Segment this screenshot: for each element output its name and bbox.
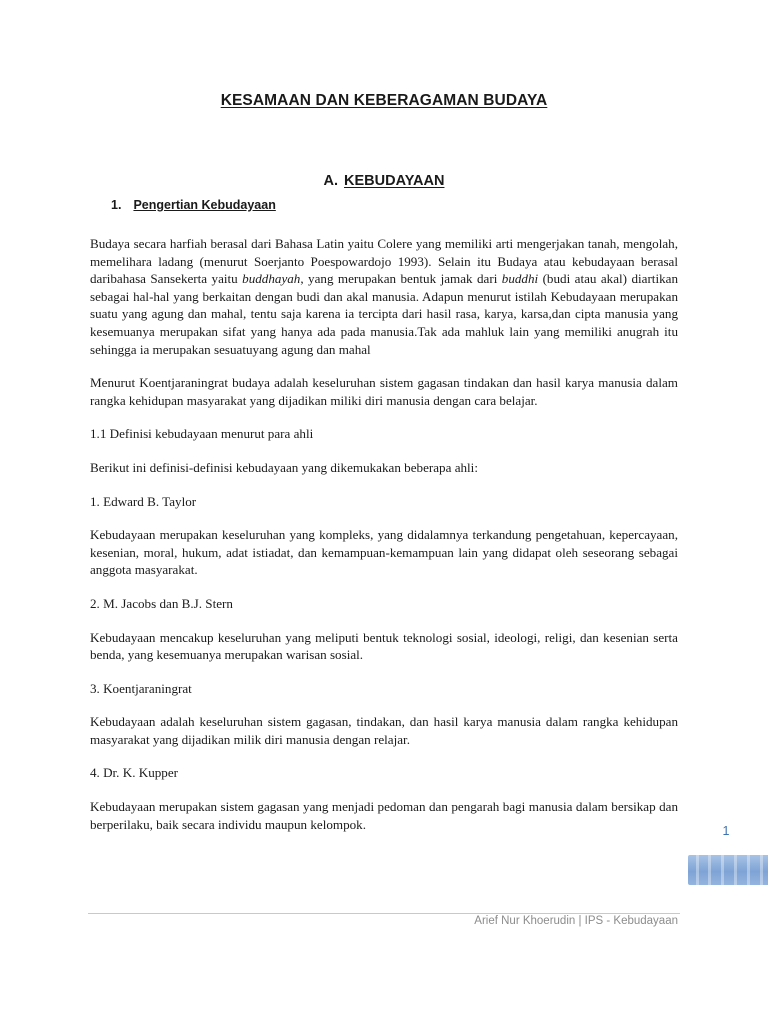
page-number: 1 <box>722 824 730 838</box>
footer-divider <box>88 913 680 914</box>
paragraph-text: Budaya secara harfiah berasal dari Bahasa Latin yaitu Colere yang memiliki arti mengerjakan tanah, mengolah, memelihara ladang (menurut Soerjanto Poespowardojo 1993). Selain itu Budaya atau kebudayaan berasal daribahasa Sansekerta yaitu <box>90 236 678 287</box>
footer-text: Arief Nur Khoerudin | IPS - Kebudayaan <box>474 915 678 927</box>
section-title: KEBUDAYAAN <box>344 173 445 189</box>
document-title: KESAMAAN DAN KEBERAGAMAN BUDAYA <box>220 92 548 109</box>
expert-heading-jacobs-stern: 2. M. Jacobs dan B.J. Stern <box>90 595 233 611</box>
term-buddhi: buddhi <box>501 271 539 287</box>
paragraph-definition-origin <box>90 235 678 358</box>
subsection-marker: 1. <box>111 198 122 212</box>
paragraph-kupper: Kebudayaan merupakan sistem gagasan yang menjadi pedoman dan pengarah bagi manusia dalam bersikap dan berperilaku, baik secara individu maupun kelompok. <box>90 799 678 832</box>
expert-heading-kupper: 4. Dr. K. Kupper <box>90 765 179 781</box>
subsection-heading <box>111 198 276 212</box>
paragraph-koentjaraningrat: Menurut Koentjaraningrat budaya adalah keseluruhan sistem gagasan tindakan dan hasil karya manusia dalam rangka kehidupan masyarakat yang dijadikan miliki diri manusia dengan cara belajar. <box>90 375 678 408</box>
expert-heading-koentjaraningrat: 3. Koentjaraningrat <box>90 680 192 696</box>
body-text <box>90 235 678 849</box>
expert-heading-taylor: 1. Edward B. Taylor <box>90 493 197 509</box>
page-number-tab-decoration <box>688 855 768 885</box>
section-marker: A. <box>323 173 339 189</box>
subsection-1-1-heading: 1.1 Definisi kebudayaan menurut para ahli <box>90 426 314 442</box>
term-buddhayah: buddhayah <box>242 271 301 287</box>
paragraph-text: , yang merupakan bentuk jamak dari <box>300 271 502 287</box>
subsection-title: Pengertian Kebudayaan <box>133 198 276 212</box>
paragraph-taylor: Kebudayaan merupakan keseluruhan yang kompleks, yang didalamnya terkandung pengetahuan, kepercayaan, kesenian, moral, hukum, adat istiadat, dan kemampuan-kemampuan lain yang didapat oleh seseorang sebagai anggota masyarakat. <box>90 527 678 578</box>
paragraph-jacobs-stern: Kebudayaan mencakup keseluruhan yang meliputi bentuk teknologi sosial, ideologi, religi, dan kesenian serta benda, yang kesemuanya merupakan warisan sosial. <box>90 629 678 663</box>
paragraph-koentjaraningrat-def: Kebudayaan adalah keseluruhan sistem gagasan, tindakan, dan hasil karya manusia dalam rangka kehidupan masyarakat yang dijadikan milik diri manusia dengan relajar. <box>90 714 678 747</box>
paragraph-intro-definitions: Berikut ini definisi-definisi kebudayaan yang dikemukakan beberapa ahli: <box>90 459 478 475</box>
paragraph-text: (budi atau akal) diartikan sebagai hal-hal yang berkaitan dengan budi dan akal manusia. Adapun menurut istilah Kebudayaan merupakan suatu yang agung dan mahal, tentu saja karena ia tercipta dari hasil rasa, karya, karsa,dan cipta manusia yang kesemuanya merupakan sifat yang hanya ada pada manusia.Tak ada mahluk lain yang memiliki anugrah itu sehingga ia merupakan sesuatuyang agung dan mahal <box>90 271 678 357</box>
section-heading <box>0 173 768 189</box>
